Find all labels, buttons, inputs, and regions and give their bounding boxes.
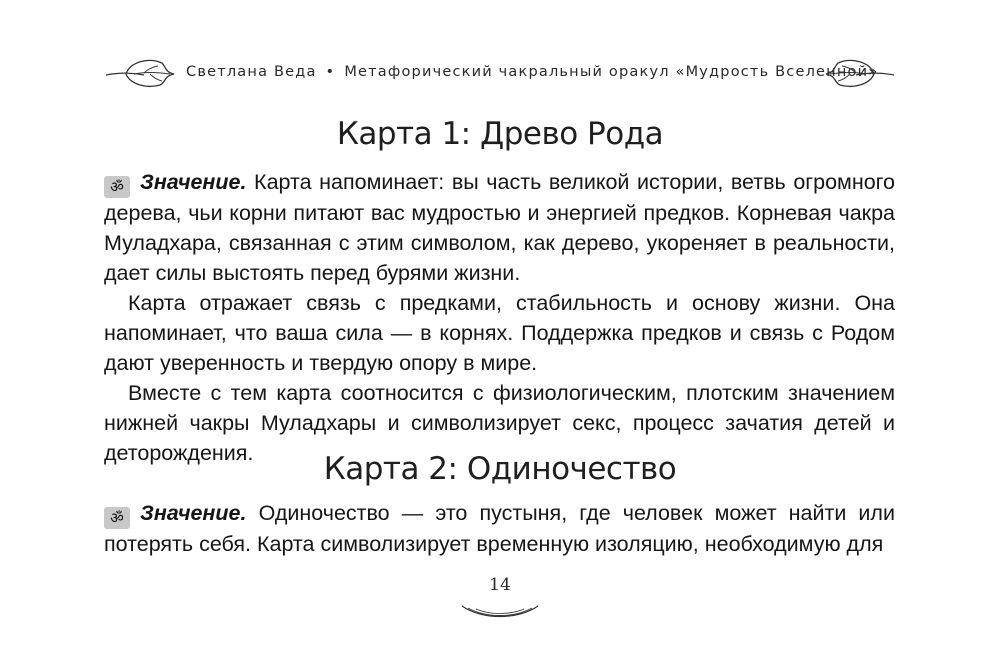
paragraph: Вместе с тем карта соотносится с физиологическим, плотским значением нижней чакры Муладхары и символизирует секс, процесс зачатия детей и деторождения.: [104, 381, 895, 465]
chakra-glyph-icon: ॐ: [104, 507, 130, 529]
section-title: Карта 1: Древо Рода: [336, 116, 664, 152]
section-title: Карта 2: Одиночество: [323, 451, 677, 487]
paragraph: Карта отражает связь с предками, стабильность и основу жизни. Она напоминает, что ваша сила — в корнях. Поддержка предков и связь с Родом дают уверенность и твердую опору в мире.: [104, 291, 895, 375]
book-title: Метафорический чакральный оракул «Мудрость Вселенной»: [344, 64, 879, 80]
leaf-ornament-icon: [104, 58, 182, 88]
chakra-glyph-icon: ॐ: [104, 176, 130, 198]
running-head-text: [186, 64, 879, 80]
section-body: [104, 167, 895, 468]
author-name: Светлана Веда: [186, 64, 317, 80]
meaning-label: Значение.: [140, 170, 247, 194]
paragraph-text: Одиночество — это пустыня, где человек может найти или потерять себя. Карта символизирует временную изоляцию, необходимую для: [104, 501, 895, 556]
paragraph: [104, 498, 895, 559]
paragraph-text: Карта напоминает: вы часть великой истории, ветвь огромного дерева, чьи корни питают вас мудростью и энергией предков. Корневая чакра Муладхара, связанная с этим символом, как дерево, укореняет в реальности, дает силы выстоять перед бурями жизни.: [104, 170, 895, 285]
page-number: 14: [489, 575, 511, 595]
running-header: [0, 52, 1000, 96]
section-body: [104, 498, 895, 559]
header-separator: •: [325, 64, 336, 80]
meaning-label: Значение.: [140, 501, 247, 525]
swash-ornament-icon: [458, 600, 542, 624]
paragraph: [104, 167, 895, 288]
leaf-ornament-icon: [818, 58, 896, 88]
